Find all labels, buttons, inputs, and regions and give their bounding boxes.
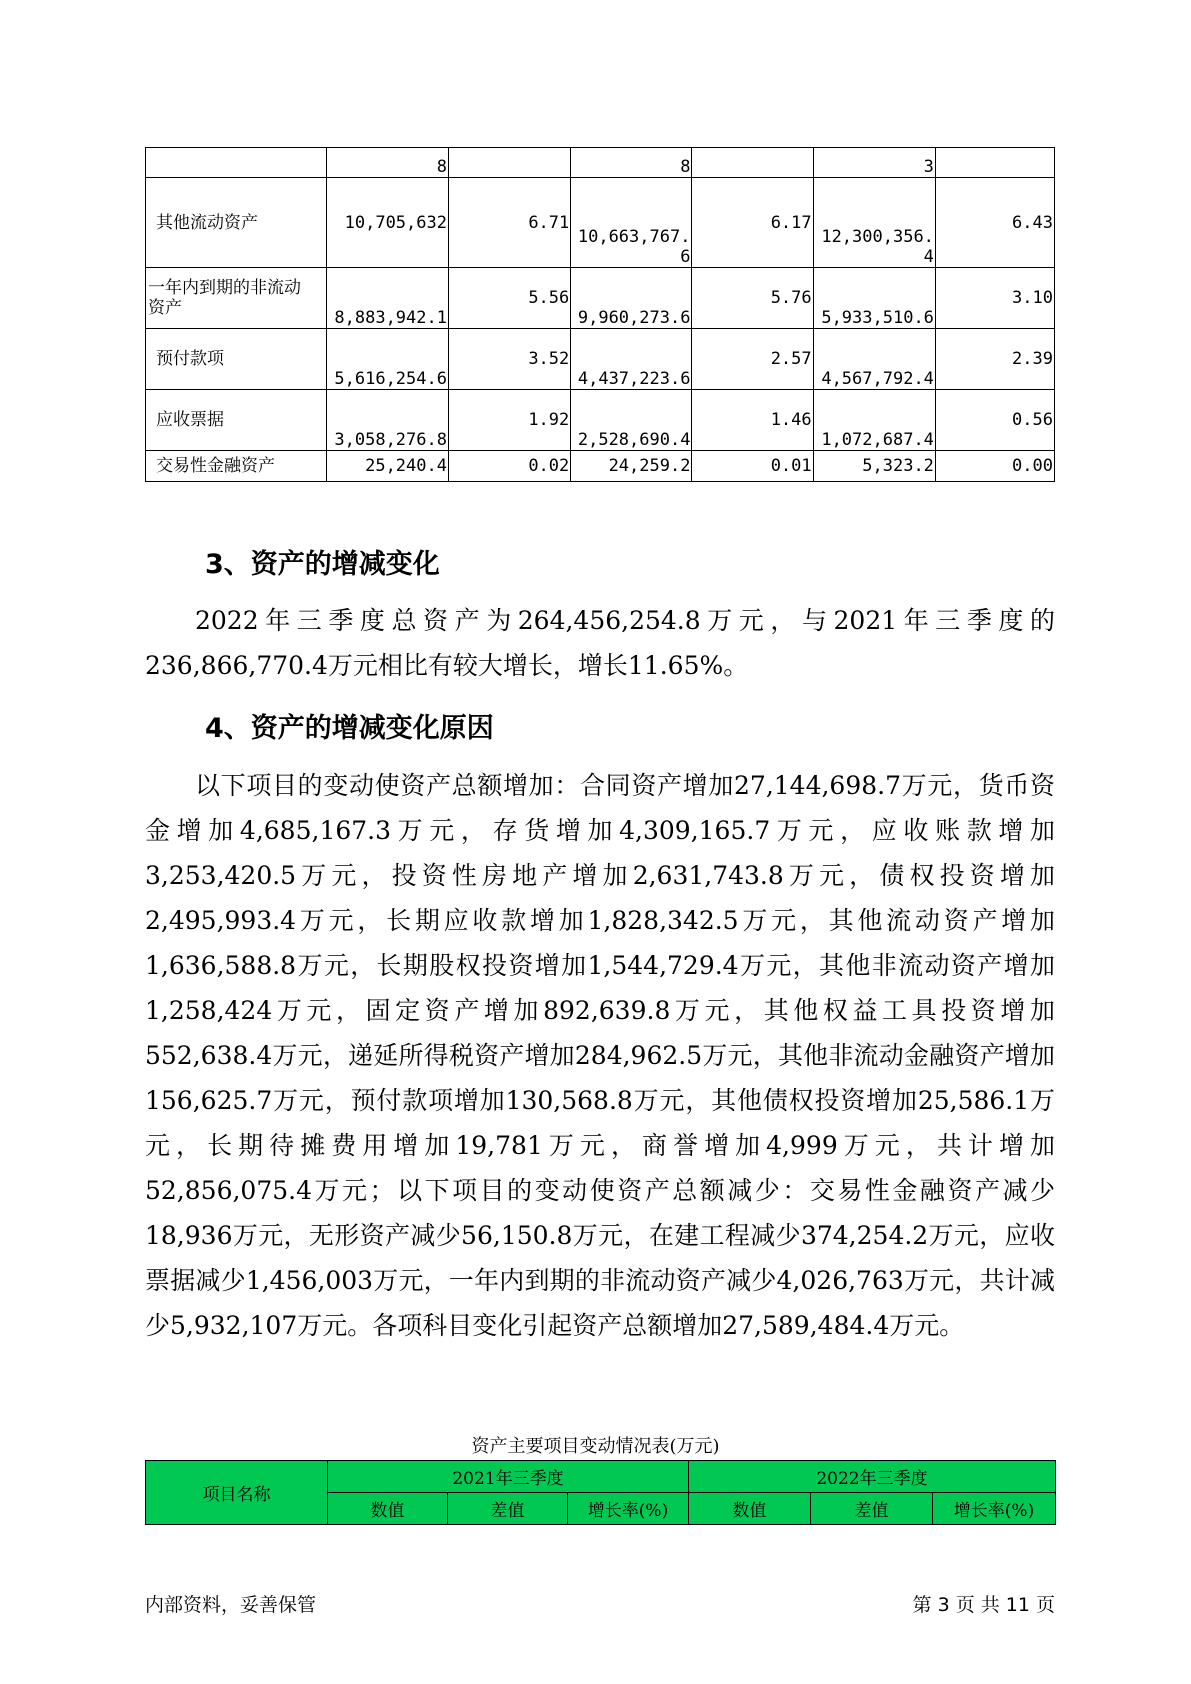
percent-cell: 6.43: [935, 178, 1054, 268]
value-cell: 8,883,942.1: [326, 268, 448, 329]
table-caption: 资产主要项目变动情况表(万元): [471, 1436, 720, 1457]
value-cell: 9,960,273.6: [571, 268, 692, 329]
footer-page-number: 第 3 页 共 11 页: [912, 1594, 1055, 1616]
value-cell: 5,616,254.6: [326, 329, 448, 390]
percent-cell: 2.39: [935, 329, 1054, 390]
value-cell: 10,663,767.6: [571, 178, 692, 268]
value-cell: 8: [571, 148, 692, 178]
asset-change-table: [145, 1460, 1056, 1525]
item-name: 预付款项: [146, 329, 327, 390]
column-header-2021-q3: 2021年三季度: [328, 1461, 689, 1493]
percent-cell: 0.56: [935, 390, 1054, 451]
subheader-value: 数值: [328, 1493, 448, 1525]
value-cell: 1,072,687.4: [813, 390, 935, 451]
subheader-growth-rate: 增长率(%): [568, 1493, 689, 1525]
section-4-heading: 4、资产的增减变化原因: [205, 713, 494, 744]
table-row: [146, 390, 1055, 451]
value-cell: 5,323.2: [813, 451, 935, 482]
section-4-paragraph: 以下项目的变动使资产总额增加：合同资产增加27,144,698.7万元，货币资金增加4,685,167.3万元，存货增加4,309,165.7万元，应收账款增加3,253,420.5万元，投资性房地产增加2,631,743.8万元，债权投资增加2,495,993.4万元，长期应收款增加1,828,342.5万元，其他流动资产增加1,636,588.8万元，长期股权投资增加1,544,729.4万元，其他非流动资产增加1,258,424万元，固定资产增加892,639.8万元，其他权益工具投资增加552,638.4万元，递延所得税资产增加284,962.5万元，其他非流动金融资产增加156,625.7万元，预付款项增加130,568.8万元，其他债权投资增加25,586.1万元，长期待摊费用增加19,781万元，商誉增加4,999万元，共计增加52,856,075.4万元；以下项目的变动使资产总额减少：交易性金融资产减少18,936万元，无形资产减少56,150.8万元，在建工程减少374,254.2万元，应收票据减少1,456,003万元，一年内到期的非流动资产减少4,026,763万元，共计减少5,932,107万元。各项科目变化引起资产总额增加27,589,484.4万元。: [145, 771, 1055, 1340]
item-name: [146, 148, 327, 178]
percent-cell: 0.00: [935, 451, 1054, 482]
percent-cell: 5.56: [448, 268, 570, 329]
item-name: 交易性金融资产: [146, 451, 327, 482]
value-cell: 4,567,792.4: [813, 329, 935, 390]
percent-cell: [448, 148, 570, 178]
percent-cell: [935, 148, 1054, 178]
value-cell: 12,300,356.4: [813, 178, 935, 268]
section-3-paragraph: 2022年三季度总资产为264,456,254.8万元，与2021年三季度的236,866,770.4万元相比有较大增长，增长11.65%。: [145, 606, 1055, 680]
percent-cell: 0.02: [448, 451, 570, 482]
value-cell: 3,058,276.8: [326, 390, 448, 451]
value-cell: 25,240.4: [326, 451, 448, 482]
percent-cell: 1.46: [692, 390, 813, 451]
value-cell: 8: [326, 148, 448, 178]
footer-confidential-note: 内部资料，妥善保管: [145, 1594, 317, 1616]
percent-cell: 3.52: [448, 329, 570, 390]
assets-continuation-table: [145, 147, 1055, 482]
item-name: 其他流动资产: [146, 178, 327, 268]
subheader-value: 数值: [689, 1493, 811, 1525]
percent-cell: 5.76: [692, 268, 813, 329]
table-row: [146, 148, 1055, 178]
percent-cell: [692, 148, 813, 178]
subheader-difference: 差值: [448, 1493, 568, 1525]
table-row: [146, 451, 1055, 482]
column-header-2022-q3: 2022年三季度: [689, 1461, 1056, 1493]
item-name: 应收票据: [146, 390, 327, 451]
value-cell: 3: [813, 148, 935, 178]
subheader-difference: 差值: [811, 1493, 933, 1525]
table-header-row: [146, 1461, 1056, 1493]
column-header-item-name: 项目名称: [146, 1461, 328, 1525]
table-row: [146, 178, 1055, 268]
value-cell: 5,933,510.6: [813, 268, 935, 329]
percent-cell: 6.17: [692, 178, 813, 268]
table-row: [146, 268, 1055, 329]
value-cell: 4,437,223.6: [571, 329, 692, 390]
percent-cell: 1.92: [448, 390, 570, 451]
value-cell: 2,528,690.4: [571, 390, 692, 451]
section-3-heading: 3、资产的增减变化: [205, 549, 440, 580]
item-name: 一年内到期的非流动资产: [146, 268, 327, 329]
percent-cell: 0.01: [692, 451, 813, 482]
value-cell: 24,259.2: [571, 451, 692, 482]
value-cell: 10,705,632: [326, 178, 448, 268]
subheader-growth-rate: 增长率(%): [933, 1493, 1056, 1525]
percent-cell: 3.10: [935, 268, 1054, 329]
table-row: [146, 329, 1055, 390]
percent-cell: 6.71: [448, 178, 570, 268]
percent-cell: 2.57: [692, 329, 813, 390]
